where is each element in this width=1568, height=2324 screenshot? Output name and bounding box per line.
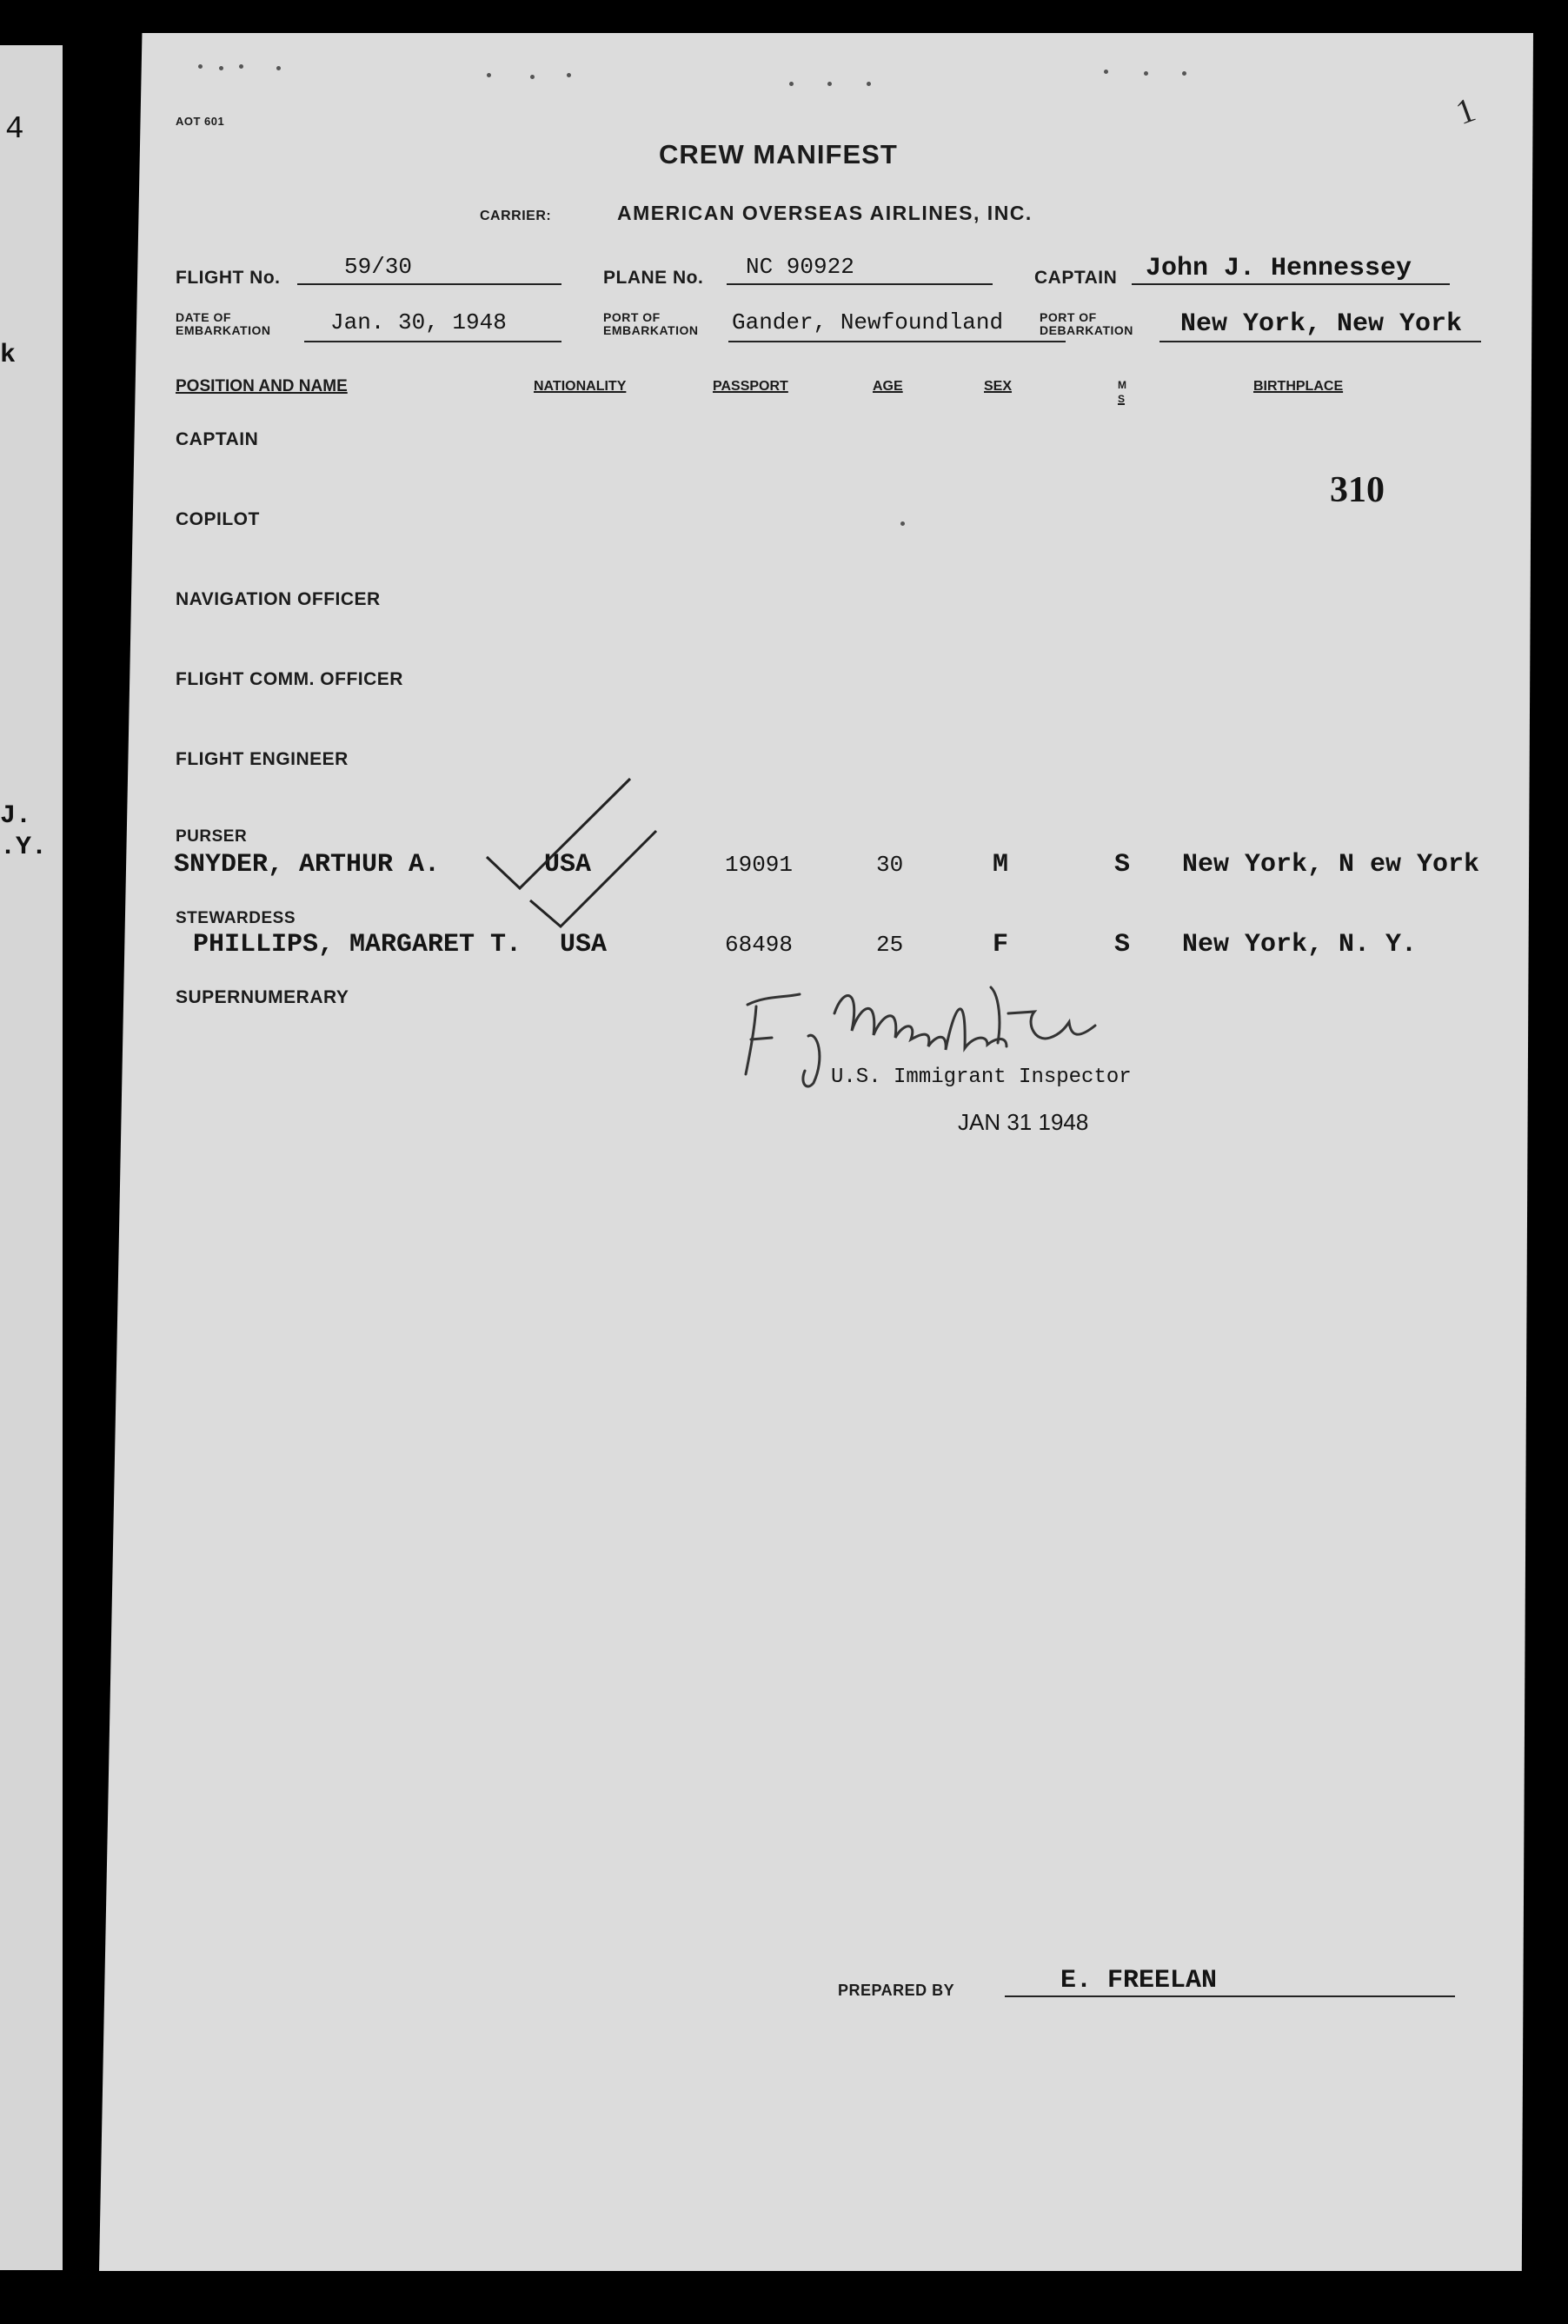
- punch-mark: [867, 82, 871, 86]
- column-header-position: POSITION AND NAME: [176, 377, 348, 395]
- punch-mark: [789, 82, 794, 86]
- plane-no-label: PLANE No.: [603, 268, 704, 288]
- prepared-by-value: E. FREELAN: [1060, 1966, 1218, 1995]
- crew-passport: 19091: [725, 852, 794, 878]
- inspector-date-stamp: JAN 31 1948: [958, 1109, 1089, 1135]
- date-line: [304, 341, 561, 342]
- position-supernumerary-label: SUPERNUMERARY: [176, 987, 349, 1007]
- crew-age: 30: [876, 852, 904, 878]
- port-debarkation-value: New York, New York: [1180, 309, 1463, 339]
- crew-sex: M: [993, 850, 1009, 880]
- prepared-by-label: PREPARED BY: [838, 1982, 955, 1999]
- position-captain-label: CAPTAIN: [176, 429, 259, 449]
- adjacent-page-strip: [0, 45, 63, 2270]
- position-comm-label: FLIGHT COMM. OFFICER: [176, 669, 403, 689]
- port-emb-label-line2: EMBARKATION: [603, 323, 699, 337]
- date-label-line1: DATE OF: [176, 310, 231, 324]
- crew-marital: S: [1114, 850, 1131, 880]
- port-dis-label-line2: DEBARKATION: [1040, 323, 1133, 337]
- date-label-line2: EMBARKATION: [176, 323, 271, 337]
- column-header-marital-1: M: [1118, 379, 1126, 391]
- port-emb-line: [728, 341, 1066, 342]
- punch-mark: [530, 75, 535, 79]
- carrier-name: AMERICAN OVERSEAS AIRLINES, INC.: [617, 202, 1033, 224]
- punch-mark: [487, 73, 491, 77]
- crew-sex: F: [993, 930, 1009, 959]
- crew-passport: 68498: [725, 932, 794, 958]
- punch-mark: [219, 66, 223, 70]
- column-header-nationality: NATIONALITY: [534, 379, 627, 394]
- crew-birthplace: New York, N ew York: [1182, 850, 1480, 880]
- crew-name: PHILLIPS, MARGARET T.: [193, 930, 522, 959]
- position-stewardess-label: STEWARDESS: [176, 909, 296, 927]
- port-emb-label-line1: PORT OF: [603, 310, 661, 324]
- punch-mark: [276, 66, 281, 70]
- stamp-number: 310: [1330, 470, 1385, 510]
- crew-nationality: USA: [560, 930, 608, 959]
- carrier-label: CARRIER:: [480, 209, 552, 223]
- manifest-sheet: [99, 33, 1533, 2271]
- crew-nationality: USA: [544, 850, 592, 880]
- column-header-birthplace: BIRTHPLACE: [1253, 379, 1344, 394]
- page-mark: 1: [1450, 89, 1481, 133]
- punch-mark: [1182, 71, 1186, 76]
- form-number: AOT 601: [176, 115, 225, 128]
- left-page-fragment: k: [0, 341, 17, 370]
- punch-mark: [827, 82, 832, 86]
- crew-marital: S: [1114, 930, 1131, 959]
- captain-name-value: John J. Hennessey: [1146, 254, 1412, 283]
- position-engineer-label: FLIGHT ENGINEER: [176, 749, 349, 769]
- column-header-passport: PASSPORT: [713, 379, 788, 394]
- punch-mark: [1144, 71, 1148, 76]
- plane-no-line: [727, 283, 993, 285]
- left-page-fragment: .Y.: [0, 833, 48, 862]
- port-dis-label-line1: PORT OF: [1040, 310, 1097, 324]
- crew-name: SNYDER, ARTHUR A.: [174, 850, 441, 880]
- crew-birthplace: New York, N. Y.: [1182, 930, 1418, 959]
- left-page-fragment: J.: [0, 801, 32, 831]
- flight-no-label: FLIGHT No.: [176, 268, 281, 288]
- embarkation-date-value: Jan. 30, 1948: [330, 309, 507, 335]
- column-header-age: AGE: [873, 379, 903, 394]
- prepared-by-line: [1005, 1995, 1455, 1997]
- page-title: CREW MANIFEST: [659, 139, 898, 169]
- punch-mark: [239, 64, 243, 69]
- punch-mark: [567, 73, 571, 77]
- plane-no-value: NC 90922: [746, 254, 854, 280]
- column-header-marital-2: S: [1118, 393, 1126, 405]
- port-dis-line: [1159, 341, 1481, 342]
- position-copilot-label: COPILOT: [176, 509, 260, 529]
- left-page-fragment: 4: [5, 111, 24, 147]
- punch-mark: [198, 64, 203, 69]
- position-navigation-label: NAVIGATION OFFICER: [176, 589, 381, 609]
- captain-line: [1132, 283, 1450, 285]
- flight-no-line: [297, 283, 561, 285]
- position-purser-label: PURSER: [176, 827, 248, 846]
- column-header-sex: SEX: [984, 379, 1013, 394]
- stray-mark: [900, 521, 905, 526]
- punch-mark: [1104, 70, 1108, 74]
- check-mark: [478, 770, 669, 944]
- flight-no-value: 59/30: [344, 254, 413, 280]
- captain-header-label: CAPTAIN: [1034, 268, 1118, 288]
- crew-age: 25: [876, 932, 904, 958]
- port-embarkation-value: Gander, Newfoundland: [732, 309, 1004, 335]
- inspector-title: U.S. Immigrant Inspector: [831, 1066, 1132, 1089]
